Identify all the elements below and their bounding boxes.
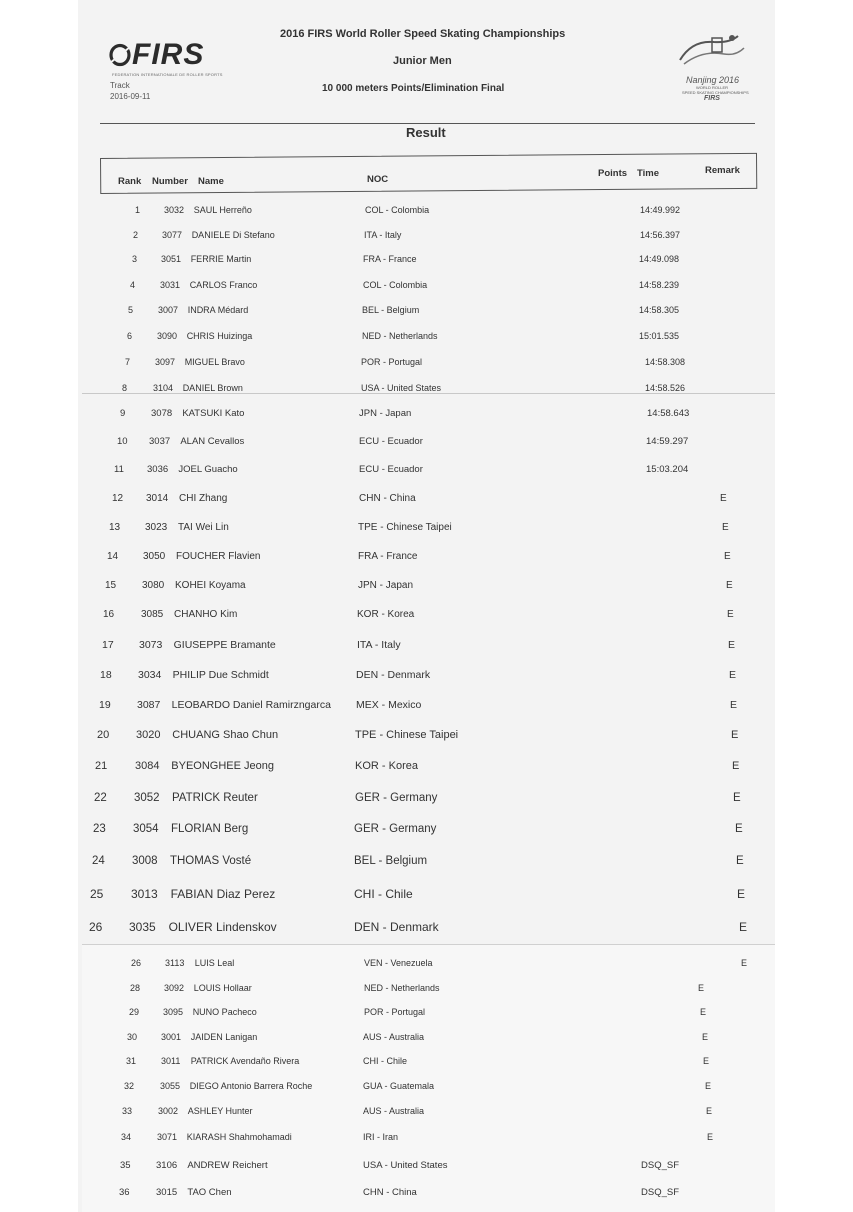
athlete-name-cell: ANDREW Reichert (187, 1160, 268, 1171)
bib-number-cell: 3078 (151, 408, 173, 419)
athlete-name-cell: FOUCHER Flavien (176, 551, 261, 562)
athlete-name-cell: CHI Zhang (179, 493, 228, 504)
athlete-name-cell: PATRICK Reuter (171, 792, 258, 804)
rank-cell: 28 (130, 983, 141, 993)
athlete-name-cell: FLORIAN Berg (170, 823, 249, 835)
rank-cell: 14 (107, 551, 119, 562)
noc-cell: CHN - China (359, 493, 416, 504)
firs-tagline: FEDERATION INTERNATIONALE DE ROLLER SPORTS (112, 72, 223, 77)
bib-number-cell: 3092 (164, 983, 185, 993)
rank-cell: 26 (89, 920, 103, 934)
rank-cell: 3 (132, 254, 138, 264)
athlete-name-cell: NUNO Pacheco (192, 1007, 257, 1017)
time-cell: 14:49.992 (640, 205, 681, 215)
rank-cell: 23 (93, 823, 106, 835)
noc-cell: JPN - Japan (359, 408, 412, 419)
time-cell: 14:59.297 (646, 436, 689, 447)
rank-cell: 32 (124, 1081, 135, 1091)
noc-cell: POR - Portugal (361, 357, 423, 367)
rank-cell: 4 (130, 280, 136, 290)
remark-cell: E (733, 792, 741, 804)
remark-cell: E (737, 887, 746, 901)
noc-cell: MEX - Mexico (356, 699, 422, 711)
athlete-name-cell: MIGUEL Bravo (184, 357, 245, 367)
bib-number-cell: 3008 (132, 855, 158, 867)
athlete-name-cell: TAI Wei Lin (178, 522, 229, 533)
noc-cell: GUA - Guatemala (363, 1081, 435, 1091)
emblem-line: SPEED SKATING CHAMPIONSHIPS (682, 90, 749, 95)
noc-cell: JPN - Japan (358, 580, 414, 591)
noc-cell: GER - Germany (354, 823, 437, 835)
rank-cell: 17 (102, 639, 114, 651)
race-title: 10 000 meters Points/Elimination Final (322, 83, 505, 94)
rank-cell: 24 (92, 855, 105, 867)
remark-cell: E (739, 920, 748, 934)
athlete-name-cell: ASHLEY Hunter (187, 1106, 253, 1116)
athlete-name-cell: LUIS Leal (194, 958, 235, 968)
noc-cell: CHN - China (363, 1187, 417, 1198)
fold-line (82, 944, 775, 945)
noc-cell: FRA - France (358, 551, 418, 562)
time-cell: 14:58.308 (645, 357, 686, 367)
bib-number-cell: 3015 (156, 1187, 178, 1198)
col-remark: Remark (705, 165, 740, 176)
date-label: 2016-09-11 (110, 92, 151, 101)
bib-number-cell: 3020 (136, 729, 161, 741)
time-cell: DSQ_SF (641, 1160, 680, 1171)
time-cell: 14:58.526 (645, 383, 686, 393)
rank-cell: 25 (90, 887, 104, 901)
rank-cell: 26 (131, 958, 142, 968)
rank-cell: 12 (112, 493, 124, 504)
noc-cell: VEN - Venezuela (364, 958, 433, 968)
athlete-name-cell: THOMAS Vosté (169, 855, 252, 867)
rank-cell: 15 (105, 580, 117, 591)
bib-number-cell: 3023 (145, 522, 168, 533)
noc-cell: TPE - Chinese Taipei (358, 522, 452, 533)
noc-cell: CHI - Chile (354, 887, 413, 901)
athlete-name-cell: GIUSEPPE Bramante (173, 639, 276, 651)
time-cell: 15:03.204 (646, 464, 689, 475)
event-title: 2016 FIRS World Roller Speed Skating Championships (280, 28, 566, 40)
noc-cell: COL - Colombia (365, 205, 430, 215)
bib-number-cell: 3007 (158, 305, 179, 315)
remark-cell: E (707, 1132, 714, 1142)
rank-cell: 33 (122, 1106, 133, 1116)
remark-cell: E (729, 669, 737, 681)
athlete-name-cell: DANIELE Di Stefano (191, 230, 275, 240)
noc-cell: AUS - Australia (363, 1032, 425, 1042)
remark-cell: E (724, 551, 731, 562)
emblem-firs: FIRS (704, 95, 720, 102)
time-cell: DSQ_SF (641, 1187, 680, 1198)
bib-number-cell: 3054 (133, 823, 159, 835)
bib-number-cell: 3097 (155, 357, 176, 367)
athlete-name-cell: CHRIS Huizinga (186, 331, 253, 341)
athlete-name-cell: FERRIE Martin (190, 254, 252, 264)
bib-number-cell: 3014 (146, 493, 169, 504)
rank-cell: 5 (128, 305, 134, 315)
rank-cell: 31 (126, 1056, 137, 1066)
col-time: Time (637, 168, 660, 179)
bib-number-cell: 3001 (161, 1032, 182, 1042)
time-cell: 14:58.305 (639, 305, 680, 315)
bib-number-cell: 3050 (143, 551, 166, 562)
remark-cell: E (728, 639, 736, 651)
rank-cell: 8 (122, 383, 128, 393)
athlete-name-cell: FABIAN Diaz Perez (170, 887, 276, 901)
noc-cell: FRA - France (363, 254, 417, 264)
noc-cell: IRI - Iran (363, 1132, 399, 1142)
bib-number-cell: 3084 (135, 760, 160, 772)
athlete-name-cell: TAO Chen (187, 1187, 232, 1198)
emblem-line: WORLD ROLLER (696, 85, 729, 90)
noc-cell: ECU - Ecuador (359, 464, 423, 475)
noc-cell: POR - Portugal (364, 1007, 426, 1017)
athlete-name-cell: INDRA Médard (187, 305, 249, 315)
athlete-name-cell: CARLOS Franco (189, 280, 258, 290)
rank-cell: 30 (127, 1032, 138, 1042)
athlete-name-cell: JAIDEN Lanigan (190, 1032, 258, 1042)
remark-cell: E (726, 580, 733, 591)
col-rank: Rank (118, 176, 142, 187)
nanjing-2016-emblem (672, 30, 754, 102)
rank-cell: 11 (114, 464, 124, 475)
bib-number-cell: 3052 (134, 792, 160, 804)
noc-cell: BEL - Belgium (362, 305, 420, 315)
rank-cell: 6 (127, 331, 133, 341)
athlete-name-cell: DIEGO Antonio Barrera Roche (189, 1081, 313, 1091)
discipline-label: Track (110, 81, 130, 90)
rank-cell: 36 (119, 1187, 130, 1198)
rank-cell: 1 (135, 205, 141, 215)
athlete-name-cell: BYEONGHEE Jeong (171, 760, 275, 772)
bib-number-cell: 3073 (139, 639, 163, 651)
remark-cell: E (720, 493, 727, 504)
bib-number-cell: 3087 (137, 699, 161, 711)
firs-logo (108, 38, 223, 77)
athlete-name-cell: SAUL Herreño (193, 205, 252, 215)
category-title: Junior Men (393, 55, 452, 67)
noc-cell: DEN - Denmark (356, 669, 431, 681)
result-heading: Result (406, 125, 446, 140)
rank-cell: 13 (109, 522, 121, 533)
bib-number-cell: 3011 (161, 1056, 181, 1066)
remark-cell: E (702, 1032, 709, 1042)
bib-number-cell: 3104 (153, 383, 174, 393)
bib-number-cell: 3095 (163, 1007, 184, 1017)
bib-number-cell: 3013 (131, 887, 158, 901)
noc-cell: ECU - Ecuador (359, 436, 423, 447)
remark-cell: E (731, 729, 739, 741)
rank-cell: 9 (120, 408, 126, 419)
header-divider (100, 123, 755, 124)
noc-cell: AUS - Australia (363, 1106, 425, 1116)
athlete-name-cell: LOUIS Hollaar (193, 983, 252, 993)
rank-cell: 10 (117, 436, 128, 447)
col-points: Points (598, 168, 628, 179)
noc-cell: USA - United States (363, 1160, 448, 1171)
bib-number-cell: 3037 (149, 436, 171, 447)
remark-cell: E (698, 983, 705, 993)
col-name: Name (198, 176, 224, 187)
rank-cell: 7 (125, 357, 131, 367)
remark-cell: E (735, 823, 743, 835)
bib-number-cell: 3002 (158, 1106, 179, 1116)
athlete-name-cell: CHANHO Kim (174, 609, 238, 620)
rank-cell: 19 (99, 699, 111, 711)
noc-cell: ITA - Italy (364, 230, 402, 240)
remark-cell: E (700, 1007, 707, 1017)
bib-number-cell: 3036 (147, 464, 169, 475)
remark-cell: E (727, 609, 734, 620)
bib-number-cell: 3085 (141, 609, 164, 620)
time-cell: 14:56.397 (640, 230, 681, 240)
col-noc: NOC (367, 174, 389, 185)
noc-cell: ITA - Italy (357, 639, 401, 651)
col-number: Number (152, 176, 188, 187)
bib-number-cell: 3055 (160, 1081, 181, 1091)
athlete-name-cell: KIARASH Shahmohamadi (186, 1132, 292, 1142)
time-cell: 15:01.535 (639, 331, 680, 341)
rank-cell: 22 (94, 792, 107, 804)
remark-cell: E (732, 760, 740, 772)
bib-number-cell: 3031 (160, 280, 181, 290)
athlete-name-cell: LEOBARDO Daniel Ramirzngarca (171, 699, 331, 711)
skater-icon (672, 30, 754, 70)
rank-cell: 34 (121, 1132, 132, 1142)
noc-cell: CHI - Chile (363, 1056, 408, 1066)
rank-cell: 35 (120, 1160, 131, 1171)
time-cell: 14:58.643 (647, 408, 690, 419)
athlete-name-cell: PHILIP Due Schmidt (172, 669, 269, 681)
firs-ring-icon (108, 43, 132, 67)
rank-cell: 16 (103, 609, 115, 620)
noc-cell: NED - Netherlands (362, 331, 438, 341)
bib-number-cell: 3090 (157, 331, 178, 341)
bib-number-cell: 3077 (162, 230, 183, 240)
noc-cell: KOR - Korea (355, 760, 418, 772)
emblem-script: Nanjing 2016 (686, 75, 740, 85)
bib-number-cell: 3080 (142, 580, 165, 591)
remark-cell: E (722, 522, 729, 533)
bib-number-cell: 3035 (129, 920, 156, 934)
noc-cell: TPE - Chinese Taipei (355, 729, 459, 741)
rank-cell: 21 (95, 760, 108, 772)
noc-cell: GER - Germany (355, 792, 438, 804)
bib-number-cell: 3106 (156, 1160, 178, 1171)
bib-number-cell: 3032 (164, 205, 185, 215)
athlete-name-cell: ALAN Cevallos (180, 436, 245, 447)
rank-cell: 18 (100, 669, 112, 681)
athlete-name-cell: CHUANG Shao Chun (172, 729, 279, 741)
fold-line (82, 393, 775, 394)
athlete-name-cell: PATRICK Avendaño Rivera (190, 1056, 300, 1066)
rank-cell: 29 (129, 1007, 140, 1017)
remark-cell: E (706, 1106, 713, 1116)
rank-cell: 2 (133, 230, 139, 240)
time-cell: 14:49.098 (639, 254, 680, 264)
athlete-name-cell: KATSUKI Kato (182, 408, 245, 419)
remark-cell: E (736, 855, 744, 867)
rank-cell: 20 (97, 729, 110, 741)
noc-cell: KOR - Korea (357, 609, 415, 620)
remark-cell: E (730, 699, 738, 711)
bib-number-cell: 3071 (157, 1132, 178, 1142)
bib-number-cell: 3034 (138, 669, 162, 681)
noc-cell: USA - United States (361, 383, 442, 393)
time-cell: 14:58.239 (639, 280, 680, 290)
athlete-name-cell: OLIVER Lindenskov (168, 920, 277, 934)
bib-number-cell: 3113 (165, 958, 185, 968)
athlete-name-cell: DANIEL Brown (182, 383, 243, 393)
athlete-name-cell: JOEL Guacho (178, 464, 238, 475)
remark-cell: E (703, 1056, 710, 1066)
noc-cell: BEL - Belgium (354, 855, 428, 867)
noc-cell: NED - Netherlands (364, 983, 440, 993)
bib-number-cell: 3051 (161, 254, 182, 264)
remark-cell: E (741, 958, 748, 968)
firs-logo-text: FIRS (132, 38, 205, 71)
noc-cell: DEN - Denmark (354, 920, 439, 934)
athlete-name-cell: KOHEI Koyama (175, 580, 246, 591)
remark-cell: E (705, 1081, 712, 1091)
noc-cell: COL - Colombia (363, 280, 428, 290)
